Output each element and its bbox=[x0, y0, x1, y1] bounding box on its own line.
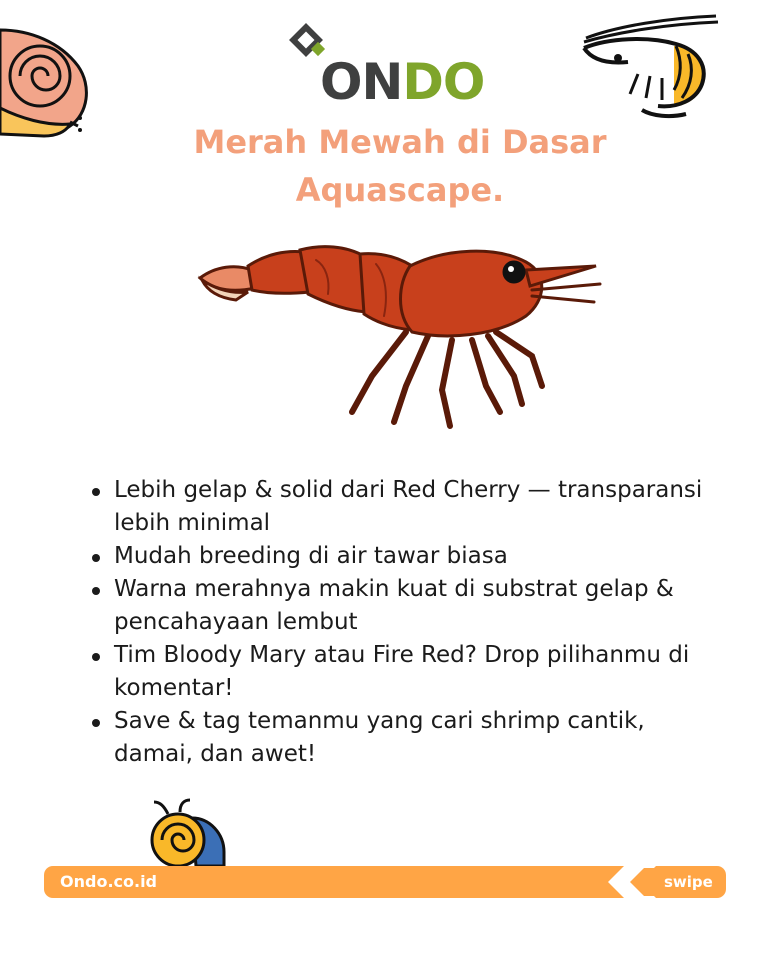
logo-part-on: ON bbox=[320, 53, 403, 111]
logo-wordmark bbox=[320, 52, 484, 112]
small-snail-icon bbox=[146, 798, 228, 868]
site-link[interactable]: Ondo.co.id bbox=[60, 872, 158, 891]
snail-icon bbox=[0, 22, 92, 140]
title-line-1: Merah Mewah di Dasar bbox=[193, 123, 607, 161]
list-item: Warna merahnya makin kuat di substrat gelap & pencahayaan lembut bbox=[86, 573, 706, 639]
swipe-button[interactable]: swipe bbox=[664, 873, 713, 891]
brand-logo bbox=[288, 22, 488, 111]
shrimp-outline-icon bbox=[578, 14, 728, 124]
list-item: Tim Bloody Mary atau Fire Red? Drop pilihanmu di komentar! bbox=[86, 639, 706, 705]
red-shrimp-illustration bbox=[196, 236, 608, 432]
list-item: Mudah breeding di air tawar biasa bbox=[86, 540, 706, 573]
list-item: Save & tag temanmu yang cari shrimp cantik, damai, dan awet! bbox=[86, 705, 706, 771]
list-item: Lebih gelap & solid dari Red Cherry — transparansi lebih minimal bbox=[86, 474, 706, 540]
logo-part-do: DO bbox=[402, 53, 485, 111]
title-line-2: Aquascape. bbox=[295, 171, 505, 209]
feature-list bbox=[86, 474, 706, 771]
page-title bbox=[120, 118, 680, 214]
chevron-left-icon bbox=[604, 862, 660, 902]
